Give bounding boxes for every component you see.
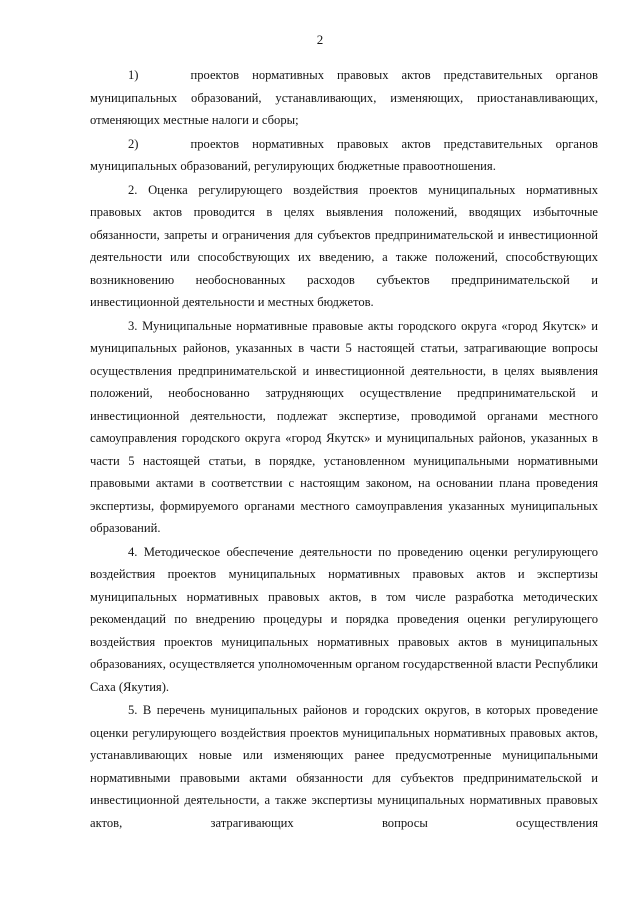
page-number: 2 [316,32,324,47]
document-body [90,64,598,834]
paragraph-item-1: 1) проектов нормативных правовых актов представительных органов муниципальных образований, устанавливающих, изменяющих, приостанавливающих, отменяющих местные налоги и сборы; [90,68,598,127]
paragraph-item-2: 2) проектов нормативных правовых актов представительных органов муниципальных образований, регулирующих бюджетные правоотношения. [90,136,598,173]
paragraph-section-4: 4. Методическое обеспечение деятельности по проведению оценки регулирующего воздействия проектов муниципальных нормативных правовых актов и экспертизы муниципальных нормативных правовых актов, в том числе разработка методических рекомендаций по внедрению процедуры и порядка проведения оценки регулирующего воздействия проектов муниципальных нормативных правовых актов в муниципальных образованиях, осуществляется уполномоченным органом государственной власти Республики Саха (Якутия). [90,544,598,694]
paragraph-section-5: 5. В перечень муниципальных районов и городских округов, в которых проведение оценки регулирующего воздействия проектов муниципальных нормативных правовых актов, устанавливающих новые или изменяющих ранее предусмотренные муниципальными нормативными правовыми актами обязанности для субъектов предпринимательской и инвестиционной деятельности, а также экспертизы муниципальных нормативных правовых актов, затрагивающих вопросы осуществления [90,703,598,830]
paragraph-section-2: 2. Оценка регулирующего воздействия проектов муниципальных нормативных правовых актов проводится в целях выявления положений, вводящих избыточные обязанности, запреты и ограничения для субъектов предпринимательской и инвестиционной деятельности или способствующих их введению, а также положений, способствующих возникновению необоснованных расходов субъектов предпринимательской и инвестиционной деятельности и местных бюджетов. [90,182,598,309]
paragraph-section-3: 3. Муниципальные нормативные правовые акты городского округа «город Якутск» и муниципальных районов, указанных в части 5 настоящей статьи, затрагивающие вопросы осуществления предпринимательской и инвестиционной деятельности, в целях выявления положений, необоснованно затрудняющих осуществление предпринимательской и инвестиционной деятельности, подлежат экспертизе, проводимой органами местного самоуправления городского округа «город Якутск» и муниципальных районов, указанных в части 5 настоящей статьи, в порядке, установленном муниципальными нормативными правовыми актами в соответствии с настоящим законом, на основании плана проведения экспертизы, формируемого органами местного самоуправления указанных муниципальных образований. [90,318,598,535]
